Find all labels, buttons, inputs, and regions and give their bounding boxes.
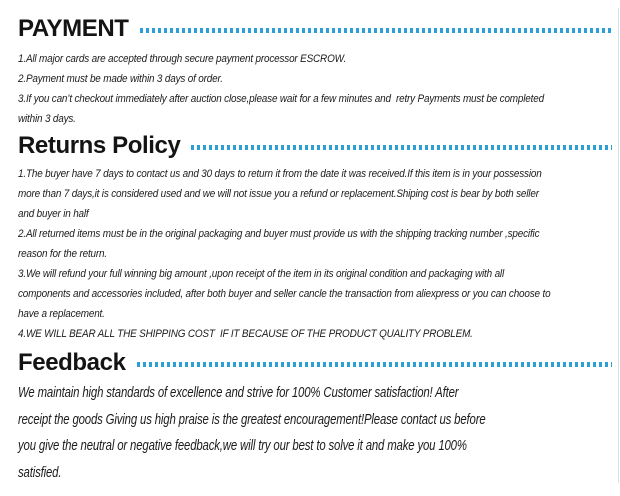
policy-line: We maintain high standards of excellence and strive for 100% Customer satisfaction! After (18, 385, 459, 401)
dotted-divider (137, 362, 612, 367)
dotted-divider (191, 145, 612, 150)
section-payment (18, 14, 612, 129)
policy-line: 3.If you can’t checkout immediately after auction close,please wait for a few minutes and retry Payments must be completed (18, 93, 544, 105)
section-header (18, 14, 612, 43)
section-header (18, 131, 612, 160)
section-title-feedback: Feedback (18, 349, 126, 376)
policy-line: 2.Payment must be made within 3 days of order. (18, 73, 223, 85)
policy-line: satisfied. (18, 464, 62, 481)
policy-line: you give the neutral or negative feedback,we will try our best to solve it and make you 100% (18, 438, 467, 455)
dotted-divider (140, 28, 612, 33)
policy-line: more than 7 days,it is considered used and we will not issue you a refund or replacement.Shiping cost is bear by both seller (18, 188, 539, 200)
section-header (18, 348, 612, 377)
section-feedback (18, 348, 612, 486)
policy-line: 2.All returned items must be in the original packaging and buyer must provide us with the shipping tracking number ,specific (18, 228, 540, 240)
section-body (18, 164, 612, 344)
policy-line: receipt the goods Giving us high praise is the greatest encouragement!Please contact us before (18, 411, 486, 428)
policy-line: have a replacement. (18, 308, 105, 320)
policy-line: reason for the return. (18, 248, 107, 260)
policy-line: and buyer in half (18, 208, 89, 220)
policy-line: within 3 days. (18, 113, 76, 125)
section-title-returns-policy: Returns Policy (18, 132, 181, 159)
policy-line: components and accessories included, after both buyer and seller cancle the transaction from aliexpress or you can choose to (18, 288, 551, 300)
scan-edge-line (618, 8, 619, 482)
section-title-payment: PAYMENT (18, 15, 129, 42)
policy-line: 1.All major cards are accepted through secure payment processor ESCROW. (18, 53, 347, 65)
section-body (18, 380, 612, 486)
policy-line: 4.WE WILL BEAR ALL THE SHIPPING COST IF IT BECAUSE OF THE PRODUCT QUALITY PROBLEM. (18, 328, 473, 340)
section-body (18, 49, 612, 129)
policy-line: 3.We will refund your full winning big amount ,upon receipt of the item in its original condition and packaging with all (18, 268, 504, 280)
section-returns-policy (18, 131, 612, 344)
policy-line: 1.The buyer have 7 days to contact us and 30 days to return it from the date it was received.If this item is in your possession (18, 168, 542, 180)
